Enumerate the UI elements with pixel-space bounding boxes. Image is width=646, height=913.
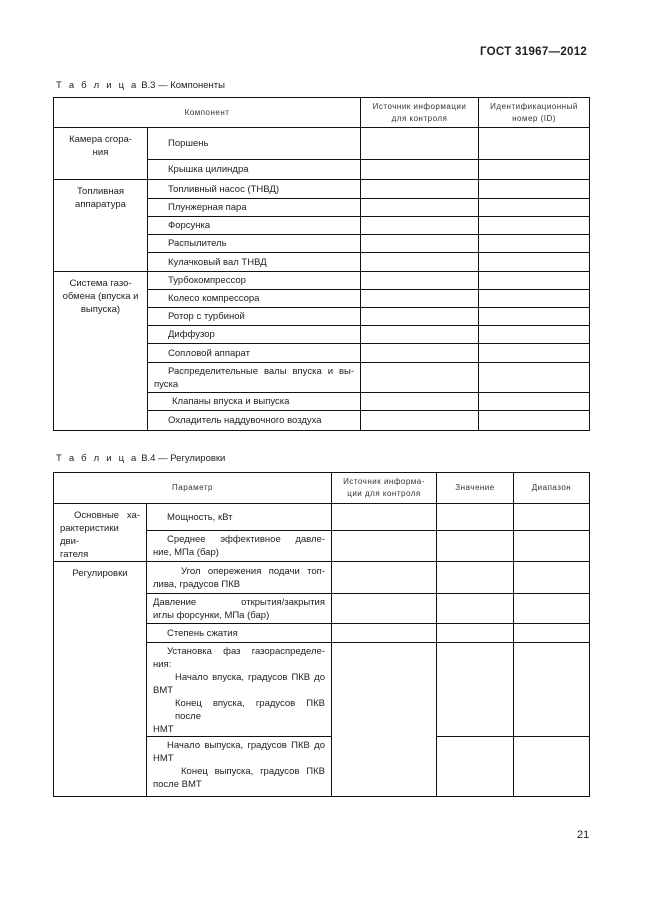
table3-caption-rest: В.3 — Компоненты [141, 80, 225, 91]
parameter-line: НМТ [153, 753, 174, 764]
parameter-row [147, 531, 332, 562]
component-row: Ротор с турбиной [148, 308, 361, 326]
parameter-line: Установка фаз газораспределе- [167, 646, 325, 657]
table4-caption-prefix: Т а б л и ц а [56, 453, 139, 464]
parameter-line: Конец выпуска, градусов ПКВ [181, 766, 325, 777]
component-line: Распределительные валы впуска и вы- [168, 365, 354, 377]
group-adjustments: Регулировки [54, 562, 147, 797]
component-row: Турбокомпрессор [148, 272, 361, 290]
group-line: Основные ха- [74, 510, 140, 521]
component-row: Сопловой аппарат [148, 344, 361, 363]
group-gas-exchange: Система газо- обмена (впуска и выпуска) [54, 272, 148, 431]
component-row: Крышка цилиндра [148, 160, 361, 180]
parameter-row: Степень сжатия [147, 624, 332, 643]
parameter-line: иглы форсунки, МПа (бар) [153, 609, 270, 621]
adjustments-table [53, 472, 590, 797]
components-table [53, 97, 590, 431]
parameter-line: Среднее эффективное давле- [167, 534, 325, 545]
parameter-row: Мощность, кВт [147, 504, 332, 531]
parameter-line: лива, градусов ПКВ [153, 578, 241, 590]
parameter-line: Конец впуска, градусов ПКВ после [175, 698, 325, 722]
component-row: Диффузор [148, 326, 361, 344]
component-row: Колесо компрессора [148, 290, 361, 308]
group-main-characteristics [54, 504, 147, 562]
group-line: рактеристики дви- [60, 523, 119, 547]
component-row: Клапаны впуска и выпуска [148, 393, 361, 411]
parameter-row [147, 562, 332, 594]
group-combustion-chamber: Камера сгора- ния [54, 128, 148, 180]
parameter-line: Давление открытия/закрытия [153, 596, 325, 608]
component-row: Поршень [148, 128, 361, 160]
parameter-line: ние, МПа (бар) [153, 547, 219, 558]
group-fuel-system: Топливная аппаратура [54, 180, 148, 272]
header-range: Диапазон [514, 473, 590, 504]
parameter-row [147, 737, 332, 797]
parameter-row [147, 643, 332, 737]
table3-caption [56, 80, 225, 91]
header-component: Компонент [54, 98, 361, 128]
parameter-line: Начало выпуска, градусов ПКВ до [167, 740, 325, 751]
parameter-line: ния: [153, 659, 172, 670]
header-value: Значение [437, 473, 514, 504]
table4-caption-rest: В.4 — Регулировки [141, 453, 226, 464]
parameter-row [147, 594, 332, 624]
page-number: 21 [577, 829, 590, 841]
component-row: Кулачковый вал ТНВД [148, 253, 361, 272]
component-row: Топливный насос (ТНВД) [148, 180, 361, 199]
component-line: пуска [154, 378, 179, 390]
standard-number: ГОСТ 31967—2012 [480, 46, 588, 58]
table4-caption [56, 453, 225, 464]
parameter-line: ВМТ [153, 685, 174, 696]
header-source: Источник информации для контроля [361, 98, 479, 128]
component-row: Форсунка [148, 217, 361, 235]
component-row: Охладитель наддувочного воздуха [148, 411, 361, 431]
component-row: Распылитель [148, 235, 361, 253]
parameter-line: Начало впуска, градусов ПКВ до [175, 672, 325, 683]
group-line: гателя [60, 549, 89, 560]
header-id: Идентификационный номер (ID) [479, 98, 590, 128]
component-row: Плунжерная пара [148, 199, 361, 217]
header-source: Источник информа- ции для контроля [332, 473, 437, 504]
component-row [148, 363, 361, 393]
header-parameter: Параметр [54, 473, 332, 504]
parameter-line: НМТ [153, 724, 174, 735]
table3-caption-prefix: Т а б л и ц а [56, 80, 139, 91]
parameter-line: Угол опережения подачи топ- [181, 565, 325, 577]
parameter-line: после ВМТ [153, 779, 202, 790]
